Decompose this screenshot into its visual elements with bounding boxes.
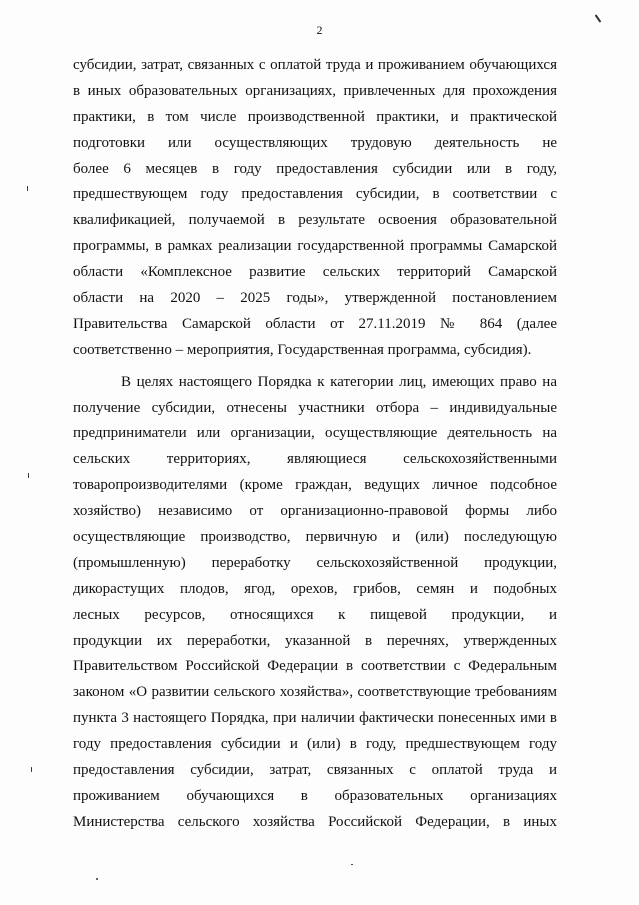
text-line: получение субсидии, отнесены участники отбора – индивидуальные [73, 399, 557, 416]
text-line: проживанием обучающихся в образовательных организациях [73, 787, 557, 804]
text-line: практики, в том числе производственной практики, и практической [73, 108, 557, 125]
text-line: соответственно – мероприятия, Государственная программа, субсидия). [73, 341, 532, 358]
text-line: более 6 месяцев в году предоставления субсидии или в году, [73, 160, 557, 177]
text-line: товаропроизводителями (кроме граждан, ведущих личное подсобное [73, 477, 557, 494]
text-line: квалификацией, получаемой в результате освоения образовательной [73, 212, 557, 229]
text-line: предприниматели или организации, осуществляющие деятельность на [73, 425, 557, 442]
document-body [73, 53, 557, 836]
scan-mark [31, 767, 32, 772]
text-line: (промышленную) переработку сельскохозяйственной продукции, [73, 554, 557, 571]
paragraph-1 [73, 53, 557, 364]
text-line: пункта 3 настоящего Порядка, при наличии фактически понесенных ими в [73, 710, 557, 727]
text-line: подготовки или осуществляющих трудовую деятельность не [73, 134, 557, 151]
text-line: субсидии, затрат, связанных с оплатой труда и проживанием обучающихся [73, 57, 557, 73]
page-number: 2 [316, 23, 323, 37]
scan-mark [595, 14, 602, 23]
text-line: лесных ресурсов, относящихся к пищевой продукции, и [73, 606, 557, 623]
text-line: области на 2020 – 2025 годы», утвержденной постановлением [73, 290, 557, 307]
text-line: Правительством Российской Федерации в соответствии с Федеральным [73, 658, 557, 675]
text-line: году предоставления субсидии и (или) в году, предшествующем году [73, 736, 557, 753]
paragraph-2 [73, 370, 557, 836]
text-line: Правительства Самарской области от 27.11.2019 № 864 (далее [73, 315, 557, 332]
text-line: осуществляющие производство, первичную и (или) последующую [73, 529, 557, 546]
text-line: предшествующем году предоставления субсидии, в соответствии с [73, 186, 557, 203]
text-line: Министерства сельского хозяйства Российской Федерации, в иных [73, 813, 557, 830]
scan-mark [351, 864, 353, 865]
text-line: продукции их переработки, указанной в перечнях, утвержденных [73, 632, 557, 649]
scan-mark [96, 878, 98, 880]
text-line: В целях настоящего Порядка к категории лиц, имеющих право на [121, 373, 557, 390]
text-line: области «Комплексное развитие сельских территорий Самарской [73, 264, 557, 281]
text-line: законом «О развитии сельского хозяйства», соответствующие требованиям [73, 684, 557, 701]
scan-mark [28, 473, 29, 478]
scan-mark [27, 186, 28, 191]
text-line: сельских территориях, являющиеся сельскохозяйственными [73, 451, 557, 468]
text-line: дикорастущих плодов, ягод, орехов, грибов, семян и подобных [73, 580, 557, 597]
text-line: предоставления субсидии, затрат, связанных с оплатой труда и [73, 762, 557, 779]
text-line: программы, в рамках реализации государственной программы Самарской [73, 238, 557, 255]
text-line: хозяйство) независимо от организационно-правовой формы либо [73, 503, 557, 520]
text-line: в иных образовательных организациях, привлеченных для прохождения [73, 82, 557, 99]
